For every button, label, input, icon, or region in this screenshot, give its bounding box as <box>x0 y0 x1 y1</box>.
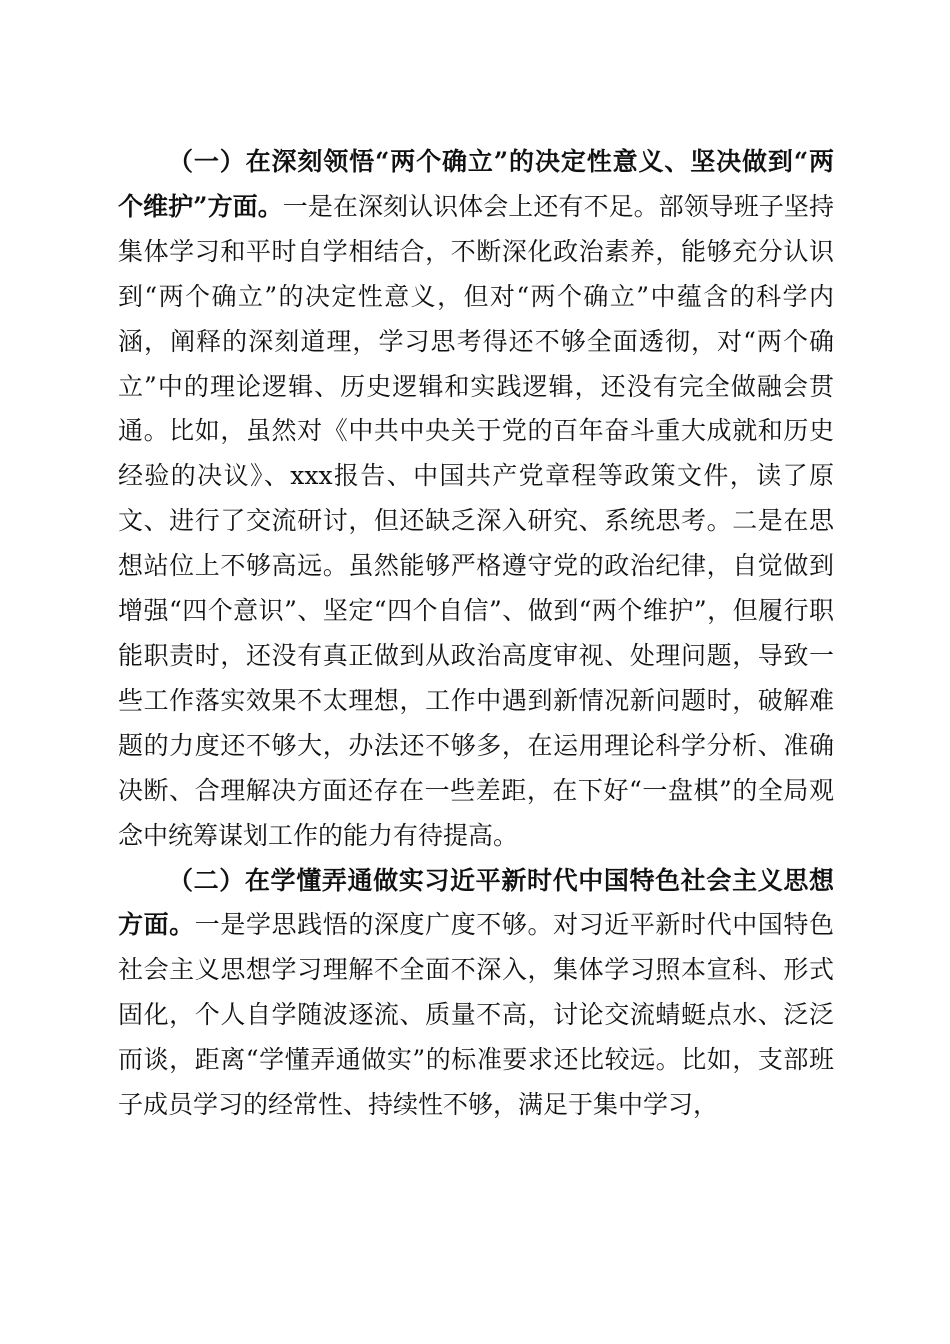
paragraph-1 <box>118 140 834 859</box>
paragraph-2 <box>118 859 834 1128</box>
paragraph-1-text: 一是在深刻认识体会上还有不足。部领导班子坚持集体学习和平时自学相结合，不断深化政治素养，能够充分认识到“两个确立”的决定性意义，但对“两个确立”中蕴含的科学内涵，阐释的深刻道理，学习思考得还不够全面透彻，对“两个确立”中的理论逻辑、历史逻辑和实践逻辑，还没有完全做融会贯通。比如，虽然对《中共中央关于党的百年奋斗重大成就和历史经验的决议》、xxx报告、中国共产党章程等政策文件，读了原文、进行了交流研讨，但还缺乏深入研究、系统思考。二是在思想站位上不够高远。虽然能够严格遵守党的政治纪律，自觉做到增强“四个意识”、坚定“四个自信”、做到“两个维护”，但履行职能职责时，还没有真正做到从政治高度审视、处理问题，导致一些工作落实效果不太理想，工作中遇到新情况新问题时，破解难题的力度还不够大，办法还不够多，在运用理论科学分析、准确决断、合理解决方面还存在一些差距，在下好“一盘棋”的全局观念中统筹谋划工作的能力有待提高。 <box>118 191 834 850</box>
document-body <box>118 140 834 1128</box>
paragraph-2-text: 一是学思践悟的深度广度不够。对习近平新时代中国特色社会主义思想学习理解不全面不深入，集体学习照本宣科、形式固化，个人自学随波逐流、质量不高，讨论交流蜻蜓点水、泛泛而谈，距离“学懂弄通做实”的标准要求还比较远。比如，支部班子成员学习的经常性、持续性不够，满足于集中学习， <box>118 910 834 1120</box>
paragraph-1-heading: （一）在深刻领悟“两个确立”的决定性意义、坚决做到“两个维护”方面。 <box>118 147 834 221</box>
paragraph-2-heading: （二）在学懂弄通做实习近平新时代中国特色社会主义思想方面。 <box>118 865 834 940</box>
